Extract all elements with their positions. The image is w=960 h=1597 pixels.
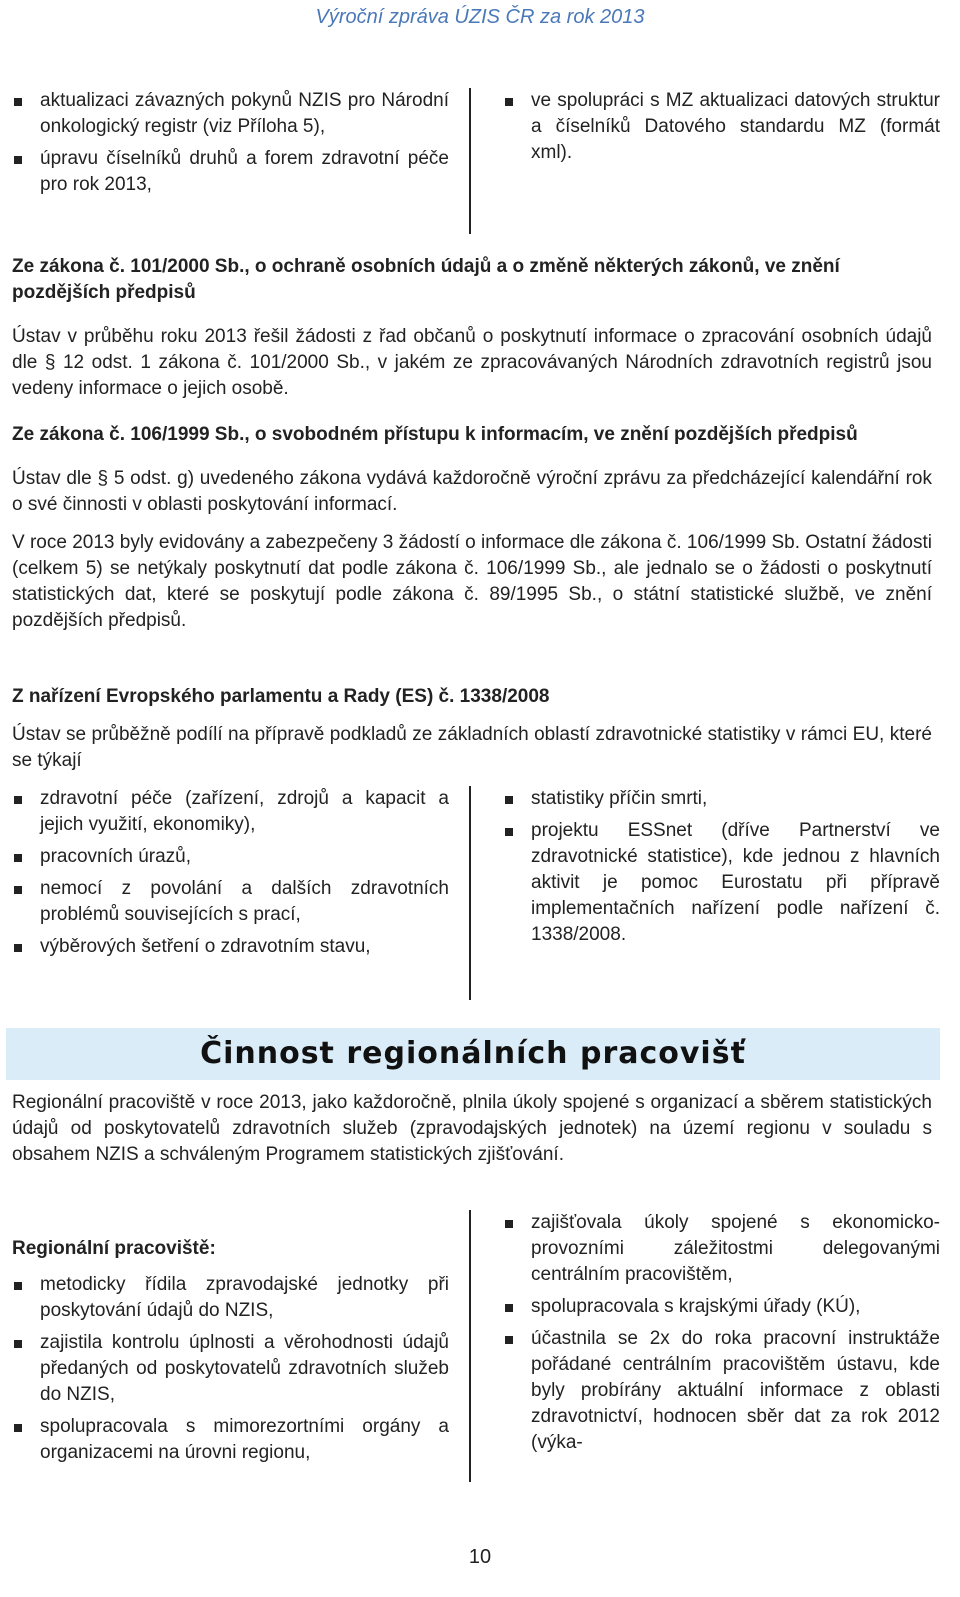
section-paragraph: Ústav v průběhu roku 2013 řešil žádosti z řad občanů o poskytnutí informace o zpracování osobních údajů dle § 12 odst. 1 zákona č. 101/2000 Sb., v jakém ze zpracovávaných Národních zdravotních registrů jsou vedeny informace o jejich osobě. [12,326,932,399]
list-item: statistiky příčin smrti, [503,786,940,812]
regional-left-list [12,1272,449,1466]
list-item: aktualizaci závazných pokynů NZIS pro Národní onkologický registr (viz Příloha 5), [12,88,449,140]
list-item: ve spolupráci s MZ aktualizaci datových struktur a číselníků Datového standardu MZ (formát xml). [503,88,940,166]
section-banner: Činnost regionálních pracovišť [6,1028,940,1080]
regional-left-column [12,1210,469,1482]
eu-left-column [12,786,469,1000]
section-heading: Z nařízení Evropského parlamentu a Rady (ES) č. 1338/2008 [12,686,550,707]
page-number: 10 [468,1546,492,1568]
top-left-column [12,88,469,234]
list-item: zdravotní péče (zařízení, zdrojů a kapacit a jejich využití, ekonomiky), [12,786,449,838]
list-item: úpravu číselníků druhů a forem zdravotní péče pro rok 2013, [12,146,449,198]
list-item: pracovních úrazů, [12,844,449,870]
section-heading: Ze zákona č. 101/2000 Sb., o ochraně osobních údajů a o změně některých zákonů, ve znění pozdějších předpisů [12,256,840,303]
eu-bullet-columns [12,786,940,1000]
list-item: spolupracovala s mimorezortními orgány a organizacemi na úrovni regionu, [12,1414,449,1466]
section-paragraph: V roce 2013 byly evidovány a zabezpečeny 3 žádostí o informace dle zákona č. 106/1999 Sb. Ostatní žádosti (celkem 5) se netýkaly poskytnutí dat podle zákona č. 106/1999 Sb., ale jednalo se o žádosti o poskytnutí statistických dat, které se poskytují podle zákona č. 89/1995 Sb., o státní statistické službě, ve znění pozdějších předpisů. [12,532,932,631]
list-item: účastnila se 2x do roka pracovní instruktáže pořádané centrálním pracovištěm ústavu, kde byly probírány aktuální informace z oblasti zdravotnictví, hodnocen sběr dat za rok 2012 (výka- [503,1326,940,1456]
list-item: nemocí z povolání a dalších zdravotních problémů souvisejících s prací, [12,876,449,928]
list-item: zajistila kontrolu úplnosti a věrohodnosti údajů předaných od poskytovatelů zdravotních služeb do NZIS, [12,1330,449,1408]
eu-left-list [12,786,449,960]
list-item: zajišťovala úkoly spojené s ekonomicko-provozními záležitostmi delegovanými centrálním pracovištěm, [503,1210,940,1288]
section-paragraph: Ústav dle § 5 odst. g) uvedeného zákona vydává každoročně výroční zprávu za předcházející kalendářní rok o své činnosti v oblasti poskytování informací. [12,468,932,515]
regional-right-column [469,1210,940,1482]
regional-subheading: Regionální pracoviště: [12,1238,216,1259]
section-paragraph: Ústav se průběžně podílí na přípravě podkladů ze základních oblastí zdravotnické statistiky v rámci EU, které se týkají [12,724,932,771]
section-eu-regulation [12,684,932,774]
section-personal-data [12,254,932,402]
section-information-access [12,422,932,634]
document-header: Výroční zpráva ÚZIS ČR za rok 2013 [315,6,645,28]
list-item: metodicky řídila zpravodajské jednotky při poskytování údajů do NZIS, [12,1272,449,1324]
section-regional-intro [12,1090,932,1168]
top-left-list [12,88,449,198]
list-item: výběrových šetření o zdravotním stavu, [12,934,449,960]
regional-bullet-columns [12,1210,940,1482]
top-right-column [469,88,940,234]
list-item: spolupracovala s krajskými úřady (KÚ), [503,1294,940,1320]
eu-right-list [503,786,940,948]
section-heading: Ze zákona č. 106/1999 Sb., o svobodném přístupu k informacím, ve znění pozdějších předpisů [12,424,858,445]
section-paragraph: Regionální pracoviště v roce 2013, jako každoročně, plnila úkoly spojené s organizací a sběrem statistických údajů od poskytovatelů zdravotních služeb (zpravodajských jednotek) na území regionu v souladu s obsahem NZIS a schváleným Programem statistických zjišťování. [12,1092,932,1165]
regional-right-list [503,1210,940,1456]
list-item: projektu ESSnet (dříve Partnerství ve zdravotnické statistice), kde jednou z hlavních aktivit je pomoc Eurostatu při přípravě implementačních nařízení podle nařízení č. 1338/2008. [503,818,940,948]
eu-right-column [469,786,940,1000]
top-bullet-columns [12,88,940,234]
top-right-list [503,88,940,166]
